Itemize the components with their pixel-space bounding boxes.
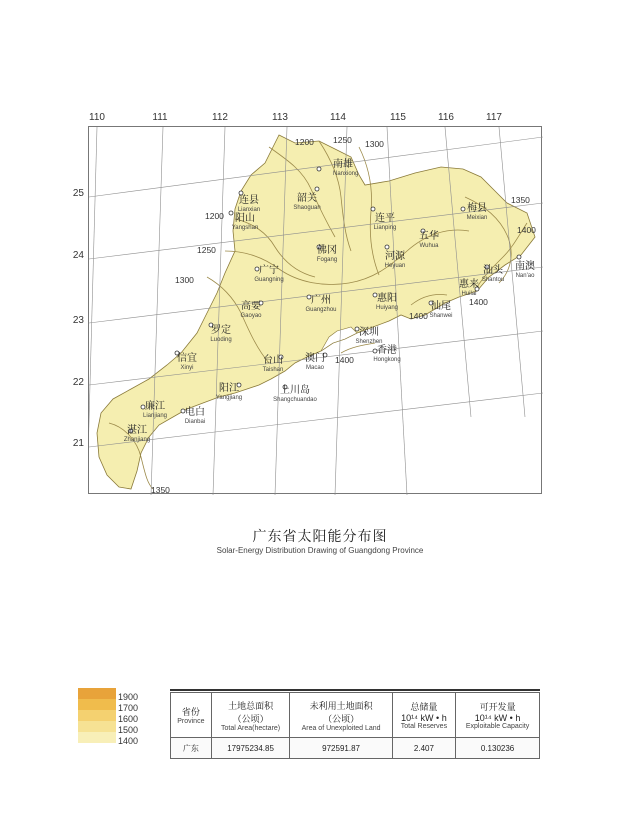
longitude-tick: 110 <box>89 112 105 123</box>
city-name-cn: 广州 <box>311 295 331 306</box>
city-name-en: Meixian <box>466 215 488 221</box>
longitude-tick: 114 <box>330 112 346 123</box>
map-title: 广东省太阳能分布图 <box>252 529 388 545</box>
city-dot <box>229 211 233 215</box>
legend-label: 1600 <box>118 714 139 724</box>
legend-label: 1500 <box>118 725 139 735</box>
latitude-tick: 24 <box>72 250 84 261</box>
city-name-cn: 台山 <box>263 355 283 366</box>
city-name-en: Fogang <box>316 257 338 263</box>
longitude-tick: 111 <box>152 112 168 123</box>
header-label-cn: （公顷） <box>323 713 360 724</box>
city-name-cn: 佛冈 <box>317 245 337 256</box>
city-marker <box>141 399 167 419</box>
header-label-cn: 省份 <box>181 707 200 717</box>
map-subtitle: Solar-Energy Distribution Drawing of Guangdong Province <box>216 546 424 555</box>
table-cell: 2.407 <box>392 738 455 759</box>
city-name-en: Macao <box>305 365 325 371</box>
isoline-label: 1400 <box>469 297 488 307</box>
table-header-cell <box>392 693 455 738</box>
table-header-row <box>171 693 540 738</box>
legend <box>78 688 158 754</box>
table-cell: 17975234.85 <box>211 738 290 759</box>
header-label-cn: 未利用土地面积 <box>309 700 373 711</box>
isoline-label: 1250 <box>197 245 216 255</box>
city-name-en: Shangchuandao <box>273 397 317 403</box>
city-dot <box>315 187 319 191</box>
solar-stats-table <box>170 692 540 759</box>
header-label-cn: 总储量 <box>410 702 438 712</box>
longitude-tick: 113 <box>272 112 288 123</box>
city-name-cn: 电白 <box>185 407 205 418</box>
city-name-en: Shantou <box>481 277 505 283</box>
city-name-en: Lianping <box>373 225 397 231</box>
city-marker <box>482 263 504 283</box>
table-header-cell <box>290 693 392 738</box>
city-name-cn: 上川岛 <box>280 385 310 396</box>
city-name-en: Huiyang <box>375 305 399 311</box>
city-name-en: Yangshan <box>231 225 259 231</box>
header-label-cn: 可开发量 <box>479 702 516 712</box>
city-name-cn: 五华 <box>419 231 439 242</box>
header-label-cn: 10¹⁴ kW • h <box>401 713 447 723</box>
city-marker <box>515 255 535 279</box>
header-label-cn: 土地总面积 <box>228 700 274 711</box>
isoline-label: 1300 <box>175 275 194 285</box>
city-name-en: Zhanjiang <box>123 437 151 443</box>
city-dot <box>461 207 465 211</box>
city-name-cn: 高要 <box>241 301 261 312</box>
city-name-en: Huilai <box>461 291 477 297</box>
city-marker <box>209 323 232 343</box>
city-dot <box>385 245 389 249</box>
legend-label: 1900 <box>118 692 139 702</box>
latitude-tick: 22 <box>72 377 84 388</box>
city-dot <box>317 167 321 171</box>
table-top-rule <box>170 689 540 691</box>
city-name-en: Xinyi <box>180 365 194 371</box>
city-marker <box>216 382 242 401</box>
city-name-en: Hongkong <box>373 357 401 363</box>
city-name-cn: 连县 <box>239 195 259 206</box>
legend-swatch <box>78 688 116 699</box>
city-name-cn: 汕头 <box>483 265 503 276</box>
latitude-tick: 23 <box>72 315 84 326</box>
city-marker <box>238 191 260 213</box>
city-marker <box>419 229 439 249</box>
solar-map <box>89 127 543 495</box>
city-marker <box>373 343 401 363</box>
city-name-cn: 信宜 <box>177 353 197 364</box>
city-name-cn: 罗定 <box>211 325 231 336</box>
city-name-cn: 阳江 <box>219 383 239 394</box>
city-marker <box>263 353 284 373</box>
city-name-cn: 南雄 <box>333 159 353 170</box>
city-marker <box>181 405 205 425</box>
city-marker <box>124 423 150 443</box>
longitude-tick: 116 <box>438 112 454 123</box>
table-header-cell <box>456 693 540 738</box>
longitude-tick: 117 <box>486 112 502 123</box>
legend-label: 1400 <box>118 736 139 746</box>
city-name-cn: 廉江 <box>145 401 165 412</box>
header-label-en: Total Reserves <box>400 723 448 730</box>
city-name-cn: 汕尾 <box>431 301 451 312</box>
city-dot <box>371 207 375 211</box>
city-name-cn: 香港 <box>377 345 397 356</box>
city-name-cn: 惠阳 <box>377 293 397 304</box>
city-dot <box>517 255 521 259</box>
longitude-tick: 115 <box>390 112 406 123</box>
header-label-en: Exploitable Capacity <box>465 723 530 730</box>
city-name-cn: 梅县 <box>467 203 487 214</box>
table-header-cell <box>171 693 212 738</box>
header-label-en: Province <box>177 718 205 725</box>
legend-swatch <box>78 721 116 732</box>
city-name-en: Guangning <box>254 277 284 283</box>
table-cell: 972591.87 <box>290 738 392 759</box>
city-name-en: Taishan <box>262 367 284 373</box>
city-name-en: Shenzhen <box>355 339 383 345</box>
latitude-tick: 25 <box>72 188 84 199</box>
city-name-cn: 澳门 <box>305 353 325 364</box>
city-marker <box>240 299 263 319</box>
city-name-cn: 深圳 <box>359 327 379 338</box>
city-name-cn: 广宁 <box>259 265 279 276</box>
city-name-en: Nanxiong <box>333 171 359 177</box>
city-marker <box>373 291 398 311</box>
header-label-cn: 10¹⁴ kW • h <box>474 713 521 723</box>
city-name-en: Wuhua <box>419 243 439 249</box>
city-name-en: Heyuan <box>384 263 406 269</box>
city-name-en: Nan'ao <box>515 273 535 279</box>
isoline-label: 1200 <box>205 211 224 221</box>
city-name-cn: 惠来 <box>459 279 479 290</box>
header-label-en: Total Area(hectare) <box>220 724 281 732</box>
header-label-en: Area of Unexploited Land <box>301 724 381 732</box>
city-name-en: Luoding <box>210 337 232 343</box>
city-name-en: Lianxian <box>237 207 261 213</box>
city-name-cn: 河源 <box>385 251 405 262</box>
city-name-en: Guangzhou <box>305 307 337 313</box>
isoline-label: 1350 <box>151 485 170 495</box>
city-name-en: Shanwei <box>429 313 453 319</box>
isoline-label: 1250 <box>333 135 352 145</box>
isoline-label: 1400 <box>409 311 428 321</box>
city-name-cn: 湛江 <box>127 425 147 436</box>
legend-swatch <box>78 710 116 721</box>
city-name-en: Lianjiang <box>142 413 168 419</box>
table-row <box>171 738 540 759</box>
map-frame <box>88 126 542 494</box>
latitude-tick: 21 <box>72 438 84 449</box>
city-marker <box>429 299 453 319</box>
isoline-label: 1400 <box>335 355 354 365</box>
city-name-cn: 阳山 <box>235 213 255 224</box>
table-cell: 0.130236 <box>456 738 540 759</box>
longitude-tick: 112 <box>212 112 228 123</box>
city-marker <box>459 277 479 297</box>
city-name-en: Yangjiang <box>215 395 243 401</box>
isoline-label: 1350 <box>511 195 530 205</box>
city-name-cn: 韶关 <box>297 193 317 204</box>
header-label-cn: （公顷） <box>232 713 269 724</box>
city-name-en: Dianbai <box>184 419 206 425</box>
isoline-label: 1300 <box>365 139 384 149</box>
city-marker <box>229 211 258 231</box>
city-name-en: Shaoguan <box>293 205 321 211</box>
legend-label: 1700 <box>118 703 139 713</box>
city-marker <box>273 383 317 403</box>
city-marker <box>355 325 383 345</box>
isoline-label: 1200 <box>295 137 314 147</box>
table-cell: 广东 <box>171 738 212 759</box>
city-name-cn: 南澳 <box>515 261 535 272</box>
legend-swatch <box>78 732 116 743</box>
legend-swatch <box>78 699 116 710</box>
isoline-label: 1400 <box>517 225 536 235</box>
city-marker <box>317 243 337 263</box>
city-name-cn: 连平 <box>375 213 395 224</box>
city-name-en: Gaoyao <box>240 313 262 319</box>
city-marker <box>305 351 327 371</box>
table-header-cell <box>211 693 290 738</box>
